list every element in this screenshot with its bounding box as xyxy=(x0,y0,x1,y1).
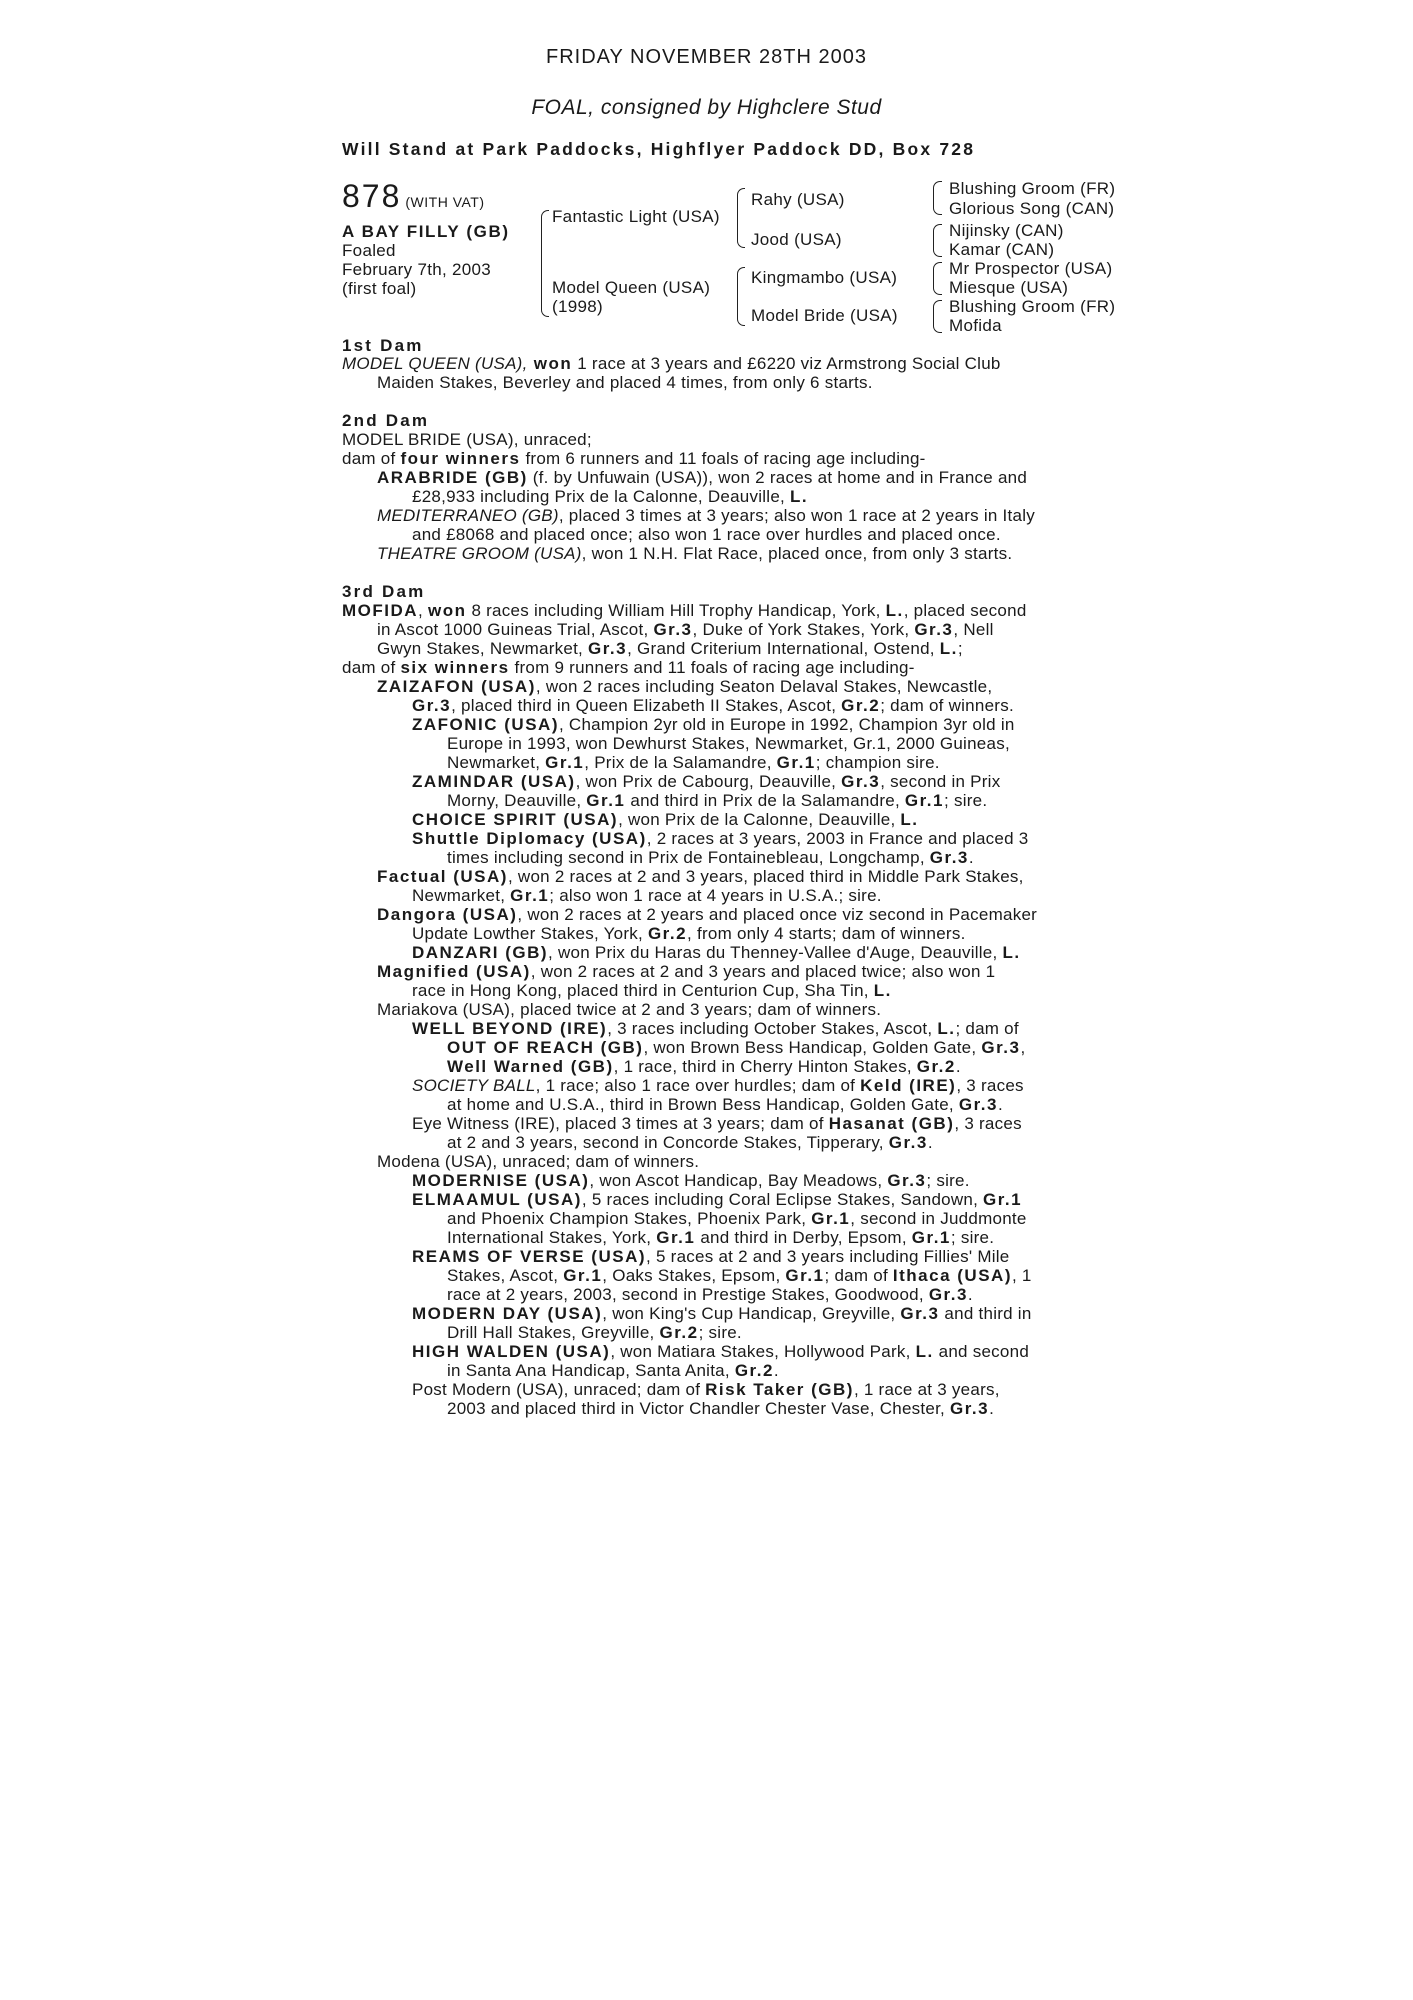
pedigree-line: Europe in 1993, won Dewhurst Stakes, Newmarket, Gr.1, 2000 Guineas, xyxy=(447,734,1010,753)
pedigree-line xyxy=(412,1076,1024,1095)
text-run: Hasanat (GB) xyxy=(828,1114,955,1133)
text-run: Gr.1 xyxy=(904,791,944,810)
pedigree-bracket xyxy=(933,240,942,257)
pedigree-line xyxy=(447,1133,933,1152)
text-run: Stakes, Ascot, xyxy=(447,1266,564,1285)
text-run: , second in Prix xyxy=(880,772,1001,791)
text-run: Keld (IRE) xyxy=(860,1076,957,1095)
text-run: Gr.1 xyxy=(510,886,550,905)
sale-date: FRIDAY NOVEMBER 28TH 2003 xyxy=(545,46,868,68)
text-run: Gr.2 xyxy=(659,1323,699,1342)
pedigree-line xyxy=(412,981,892,1000)
pedigree-line: Mariakova (USA), placed twice at 2 and 3 years; dam of winners. xyxy=(377,1000,882,1019)
pedigree-bracket xyxy=(933,262,942,279)
text-run: 8 races including William Hill Trophy Handicap, York, xyxy=(466,601,886,620)
text-run: , won 2 races at 2 years and placed once viz second in Pacemaker xyxy=(517,905,1038,924)
first-dam-heading: 1st Dam xyxy=(342,336,424,355)
text-run: , 3 races xyxy=(954,1114,1022,1133)
pedigree-sire-sire: Rahy (USA) xyxy=(751,190,845,209)
pedigree-line xyxy=(447,1057,961,1076)
horse-name: Well Warned (GB) xyxy=(447,1057,614,1076)
text-run: , won 2 races at 2 and 3 years, placed third in Middle Park Stakes, xyxy=(507,867,1024,886)
text-run: Gr.3 xyxy=(841,772,881,791)
pedigree-sire: Fantastic Light (USA) xyxy=(552,207,720,226)
text-run: 2003 and placed third in Victor Chandler Chester Vase, Chester, xyxy=(447,1399,950,1418)
pedigree-line xyxy=(447,1285,973,1304)
text-run: from 9 runners and 11 foals of racing age including- xyxy=(509,658,915,677)
pedigree-line: MODEL BRIDE (USA), unraced; xyxy=(342,430,592,449)
text-run: Newmarket, xyxy=(412,886,511,905)
text-run: from 6 runners and 11 foals of racing age including- xyxy=(520,449,926,468)
text-run: Drill Hall Stakes, Greyville, xyxy=(447,1323,660,1342)
text-run: L. xyxy=(915,1342,934,1361)
pedigree-bracket xyxy=(737,188,745,212)
lot-description: A BAY FILLY (GB) xyxy=(342,222,510,241)
text-run: Gr.2 xyxy=(647,924,688,943)
text-run: . xyxy=(955,1057,961,1076)
pedigree-line: and £8068 and placed once; also won 1 race over hurdles and placed once. xyxy=(412,525,1001,544)
text-run: , 1 race; also 1 race over hurdles; dam of xyxy=(535,1076,861,1095)
pedigree-g3-1: Blushing Groom (FR) xyxy=(949,179,1116,198)
text-run: , placed 3 times at 3 years; also won 1 race at 2 years in Italy xyxy=(558,506,1035,525)
pedigree-g3-2: Glorious Song (CAN) xyxy=(949,199,1115,218)
text-run: Gr.1 xyxy=(656,1228,696,1247)
text-run: ; sire. xyxy=(944,791,988,810)
text-run: International Stakes, York, xyxy=(447,1228,657,1247)
text-run: Gr.2 xyxy=(841,696,881,715)
pedigree-bracket xyxy=(737,289,745,326)
text-run: Update Lowther Stakes, York, xyxy=(412,924,648,943)
horse-name: CHOICE SPIRIT (USA) xyxy=(412,810,619,829)
text-run: L. xyxy=(873,981,892,1000)
text-run: , Nell xyxy=(953,620,994,639)
pedigree-bracket xyxy=(933,278,942,295)
pedigree-line xyxy=(447,1209,1027,1228)
pedigree-bracket xyxy=(933,300,942,317)
pedigree-line xyxy=(412,487,808,506)
text-run: ; dam of xyxy=(824,1266,893,1285)
text-run: Gr.3 xyxy=(653,620,693,639)
text-run: Gr.3 xyxy=(958,1095,998,1114)
pedigree-line xyxy=(412,772,1000,791)
text-run: ; xyxy=(957,639,963,658)
text-run: ; champion sire. xyxy=(815,753,940,772)
text-run: , Prix de la Salamandre, xyxy=(584,753,777,772)
text-run: . xyxy=(968,848,974,867)
pedigree-line xyxy=(447,848,974,867)
text-run: Post Modern (USA), unraced; dam of xyxy=(412,1380,706,1399)
text-run: ; sire. xyxy=(698,1323,742,1342)
horse-name: HIGH WALDEN (USA) xyxy=(412,1342,611,1361)
pedigree-line xyxy=(377,506,1035,525)
text-run: Gr.1 xyxy=(776,753,816,772)
pedigree-bracket xyxy=(541,210,549,247)
text-run: Gr.1 xyxy=(545,753,585,772)
pedigree-dam-year: (1998) xyxy=(552,297,603,316)
vat-note: (WITH VAT) xyxy=(405,194,485,210)
pedigree-line xyxy=(447,1095,1003,1114)
text-run: Gr.3 xyxy=(888,1133,928,1152)
lot-number: 878 xyxy=(342,178,402,214)
pedigree-line: Modena (USA), unraced; dam of winners. xyxy=(377,1152,700,1171)
pedigree-line xyxy=(377,620,994,639)
text-run: dam of xyxy=(342,449,401,468)
text-run: dam of xyxy=(342,658,401,677)
pedigree-line xyxy=(447,1266,1032,1285)
pedigree-line xyxy=(342,354,1001,373)
horse-name: ZAIZAFON (USA) xyxy=(377,677,536,696)
third-dam-heading: 3rd Dam xyxy=(342,582,426,601)
pedigree-line xyxy=(377,468,1027,487)
horse-name: DANZARI (GB) xyxy=(412,943,549,962)
text-run: race at 2 years, 2003, second in Prestige Stakes, Goodwood, xyxy=(447,1285,929,1304)
text-run: L. xyxy=(1002,943,1021,962)
text-run: , Grand Criterium International, Ostend, xyxy=(627,639,940,658)
pedigree-line xyxy=(412,1342,1029,1361)
text-run: Gr.3 xyxy=(914,620,954,639)
pedigree-bracket xyxy=(737,211,745,248)
pedigree-line xyxy=(377,905,1037,924)
text-run: Gr.3 xyxy=(887,1171,927,1190)
horse-name: ZAFONIC (USA) xyxy=(412,715,559,734)
text-run: and third in Derby, Epsom, xyxy=(695,1228,912,1247)
horse-name: Dangora (USA) xyxy=(377,905,518,924)
text-run: 1 race at 3 years and £6220 viz Armstrong Social Club xyxy=(572,354,1001,373)
horse-name: OUT OF REACH (GB) xyxy=(447,1038,644,1057)
pedigree-line xyxy=(447,1323,742,1342)
text-run: , 5 races at 2 and 3 years including Fillies' Mile xyxy=(646,1247,1010,1266)
text-run: . xyxy=(967,1285,973,1304)
text-run: Morny, Deauville, xyxy=(447,791,587,810)
text-run: (f. by Unfuwain (USA)), won 2 races at home and in France and xyxy=(527,468,1028,487)
text-run: and second xyxy=(933,1342,1030,1361)
text-run: Gr.3 xyxy=(928,1285,968,1304)
text-run: , 1 race, third in Cherry Hinton Stakes, xyxy=(613,1057,917,1076)
text-run: ; dam of winners. xyxy=(880,696,1014,715)
text-run: , won 2 races at 2 and 3 years and placed twice; also won 1 xyxy=(530,962,996,981)
text-run: L. xyxy=(939,639,958,658)
text-run: , won Brown Bess Handicap, Golden Gate, xyxy=(643,1038,982,1057)
text-run: L. xyxy=(900,810,919,829)
text-run: ; dam of xyxy=(955,1019,1019,1038)
text-run: Gr.2 xyxy=(734,1361,774,1380)
text-run: . xyxy=(773,1361,779,1380)
text-run: L. xyxy=(885,601,904,620)
second-dam-heading: 2nd Dam xyxy=(342,411,430,430)
pedigree-bracket xyxy=(737,267,745,290)
text-run: Gr.3 xyxy=(588,639,628,658)
text-run: L. xyxy=(937,1019,956,1038)
text-run: L. xyxy=(789,487,809,506)
horse-name: MEDITERRANEO (GB) xyxy=(377,506,559,525)
pedigree-dam-sire: Kingmambo (USA) xyxy=(751,268,898,287)
text-run: . xyxy=(989,1399,995,1418)
text-run: race in Hong Kong, placed third in Centurion Cup, Sha Tin, xyxy=(412,981,874,1000)
pedigree-g3-5: Mr Prospector (USA) xyxy=(949,259,1113,278)
pedigree-line xyxy=(447,1361,779,1380)
pedigree-bracket xyxy=(933,181,942,199)
text-run: in Santa Ana Handicap, Santa Anita, xyxy=(447,1361,735,1380)
text-run: four winners xyxy=(400,449,521,468)
text-run: Gr.1 xyxy=(811,1209,851,1228)
text-run: Ithaca (USA) xyxy=(892,1266,1012,1285)
pedigree-line xyxy=(412,1114,1022,1133)
horse-name: ZAMINDAR (USA) xyxy=(412,772,576,791)
pedigree-bracket xyxy=(933,316,942,333)
pedigree-line xyxy=(412,943,1021,962)
pedigree-g3-6: Miesque (USA) xyxy=(949,278,1069,297)
text-run: , 2 races at 3 years, 2003 in France and placed 3 xyxy=(646,829,1029,848)
text-run: , second in Juddmonte xyxy=(850,1209,1027,1228)
text-run: Newmarket, xyxy=(447,753,546,772)
pedigree-line xyxy=(412,715,1015,734)
text-run: , won Matiara Stakes, Hollywood Park, xyxy=(610,1342,916,1361)
lot-heading xyxy=(342,178,485,215)
text-run: , won Prix du Haras du Thenney-Vallee d'Auge, Deauville, xyxy=(548,943,1003,962)
text-run: at home and U.S.A., third in Brown Bess Handicap, Golden Gate, xyxy=(447,1095,959,1114)
text-run: Gr.2 xyxy=(916,1057,956,1076)
text-run: , won Prix de la Calonne, Deauville, xyxy=(618,810,901,829)
pedigree-bracket xyxy=(541,246,549,317)
text-run: , won 1 N.H. Flat Race, placed once, from only 3 starts. xyxy=(581,544,1013,563)
pedigree-line xyxy=(447,1038,1025,1057)
pedigree-bracket xyxy=(933,224,942,241)
text-run: , xyxy=(1020,1038,1026,1057)
text-run: , Oaks Stakes, Epsom, xyxy=(602,1266,786,1285)
pedigree-line xyxy=(377,867,1024,886)
text-run: Gr.1 xyxy=(785,1266,825,1285)
horse-name: Factual (USA) xyxy=(377,867,508,886)
foaled-date: February 7th, 2003 xyxy=(342,260,492,279)
foaled-label: Foaled xyxy=(342,241,396,260)
text-run: Gr.3 xyxy=(929,848,969,867)
text-run: and third in Prix de la Salamandre, xyxy=(625,791,905,810)
horse-name: MODERNISE (USA) xyxy=(412,1171,590,1190)
stand-location: Will Stand at Park Paddocks, Highflyer Paddock DD, Box 728 xyxy=(342,139,976,159)
foaling-info xyxy=(342,241,491,298)
pedigree-line xyxy=(447,1228,994,1247)
text-run: Gr.1 xyxy=(983,1190,1023,1209)
pedigree-g3-7: Blushing Groom (FR) xyxy=(949,297,1116,316)
consignment-line: FOAL, consigned by Highclere Stud xyxy=(531,96,882,119)
horse-name: MODEL QUEEN (USA), xyxy=(342,354,528,373)
text-run: , won Ascot Handicap, Bay Meadows, xyxy=(589,1171,888,1190)
text-run: , won 2 races including Seaton Delaval Stakes, Newcastle, xyxy=(535,677,993,696)
pedigree-dam: Model Queen (USA) xyxy=(552,278,711,297)
pedigree-line xyxy=(412,924,966,943)
pedigree-line xyxy=(377,962,995,981)
text-run: Eye Witness (IRE), placed 3 times at 3 years; dam of xyxy=(412,1114,829,1133)
pedigree-line xyxy=(377,677,992,696)
pedigree-line xyxy=(342,449,926,468)
pedigree-bracket xyxy=(933,198,942,215)
horse-name: MODERN DAY (USA) xyxy=(412,1304,603,1323)
pedigree-g3-3: Nijinsky (CAN) xyxy=(949,221,1064,240)
text-run: , 3 races including October Stakes, Ascot, xyxy=(607,1019,938,1038)
pedigree-line xyxy=(342,601,1027,620)
text-run: ; also won 1 race at 4 years in U.S.A.; sire. xyxy=(549,886,882,905)
pedigree-line xyxy=(412,1247,1010,1266)
pedigree-line xyxy=(412,1190,1022,1209)
text-run: won xyxy=(527,354,573,373)
horse-name: REAMS OF VERSE (USA) xyxy=(412,1247,647,1266)
text-run: , Champion 2yr old in Europe in 1992, Champion 3yr old in xyxy=(558,715,1015,734)
text-run: ; sire. xyxy=(926,1171,970,1190)
text-run: , Duke of York Stakes, York, xyxy=(692,620,915,639)
pedigree-line xyxy=(412,1380,1000,1399)
text-run: Gr.3 xyxy=(950,1399,990,1418)
horse-name: WELL BEYOND (IRE) xyxy=(412,1019,608,1038)
horse-name: THEATRE GROOM (USA) xyxy=(377,544,582,563)
horse-name: ELMAAMUL (USA) xyxy=(412,1190,582,1209)
pedigree-line xyxy=(412,696,1014,715)
horse-name: Shuttle Diplomacy (USA) xyxy=(412,829,647,848)
pedigree-line xyxy=(412,1171,970,1190)
text-run: . xyxy=(997,1095,1003,1114)
pedigree-line xyxy=(377,639,963,658)
text-run: Gr.1 xyxy=(911,1228,951,1247)
text-run: at 2 and 3 years, second in Concorde Stakes, Tipperary, xyxy=(447,1133,889,1152)
pedigree-line xyxy=(412,886,882,905)
text-run: . xyxy=(927,1133,933,1152)
text-run: Risk Taker (GB) xyxy=(705,1380,854,1399)
pedigree-line xyxy=(377,544,1012,563)
pedigree-line xyxy=(412,829,1029,848)
text-run: , 5 races including Coral Eclipse Stakes, Sandown, xyxy=(581,1190,984,1209)
text-run: Gwyn Stakes, Newmarket, xyxy=(377,639,589,658)
pedigree-line xyxy=(412,1019,1019,1038)
text-run: Gr.1 xyxy=(563,1266,603,1285)
horse-name: MOFIDA xyxy=(342,601,419,620)
pedigree-g3-8: Mofida xyxy=(949,316,1002,335)
pedigree-line xyxy=(342,658,915,677)
text-run: , xyxy=(418,601,428,620)
pedigree-g3-4: Kamar (CAN) xyxy=(949,240,1055,259)
pedigree-sire-dam: Jood (USA) xyxy=(751,230,842,249)
text-run: Gr.3 xyxy=(900,1304,940,1323)
text-run: ; sire. xyxy=(950,1228,995,1247)
horse-name: Magnified (USA) xyxy=(377,962,531,981)
text-run: Gr.1 xyxy=(586,791,626,810)
text-run: and Phoenix Champion Stakes, Phoenix Park, xyxy=(447,1209,812,1228)
text-run: , from only 4 starts; dam of winners. xyxy=(687,924,966,943)
text-run: , 3 races xyxy=(956,1076,1024,1095)
horse-name: ARABRIDE (GB) xyxy=(377,468,528,487)
pedigree-line xyxy=(412,810,919,829)
horse-name: SOCIETY BALL xyxy=(412,1076,536,1095)
pedigree-line: Maiden Stakes, Beverley and placed 4 times, from only 6 starts. xyxy=(377,373,873,392)
text-run: times including second in Prix de Fontainebleau, Longchamp, xyxy=(447,848,930,867)
pedigree-line xyxy=(447,1399,994,1418)
text-run: and third in xyxy=(939,1304,1032,1323)
text-run: , won King's Cup Handicap, Greyville, xyxy=(602,1304,901,1323)
foal-note: (first foal) xyxy=(342,279,417,298)
pedigree-line xyxy=(447,791,987,810)
text-run: , won Prix de Cabourg, Deauville, xyxy=(575,772,842,791)
text-run: , 1 xyxy=(1011,1266,1032,1285)
text-run: £28,933 including Prix de la Calonne, Deauville, xyxy=(412,487,790,506)
text-run: won xyxy=(428,601,467,620)
text-run: Gr.3 xyxy=(412,696,452,715)
text-run: in Ascot 1000 Guineas Trial, Ascot, xyxy=(377,620,654,639)
text-run: , 1 race at 3 years, xyxy=(853,1380,1000,1399)
pedigree-line xyxy=(447,753,940,772)
text-run: , placed second xyxy=(903,601,1027,620)
pedigree-dam-dam: Model Bride (USA) xyxy=(751,306,898,325)
text-run: , placed third in Queen Elizabeth II Stakes, Ascot, xyxy=(451,696,842,715)
text-run: six winners xyxy=(400,658,510,677)
pedigree-line xyxy=(412,1304,1032,1323)
text-run: Gr.3 xyxy=(981,1038,1021,1057)
